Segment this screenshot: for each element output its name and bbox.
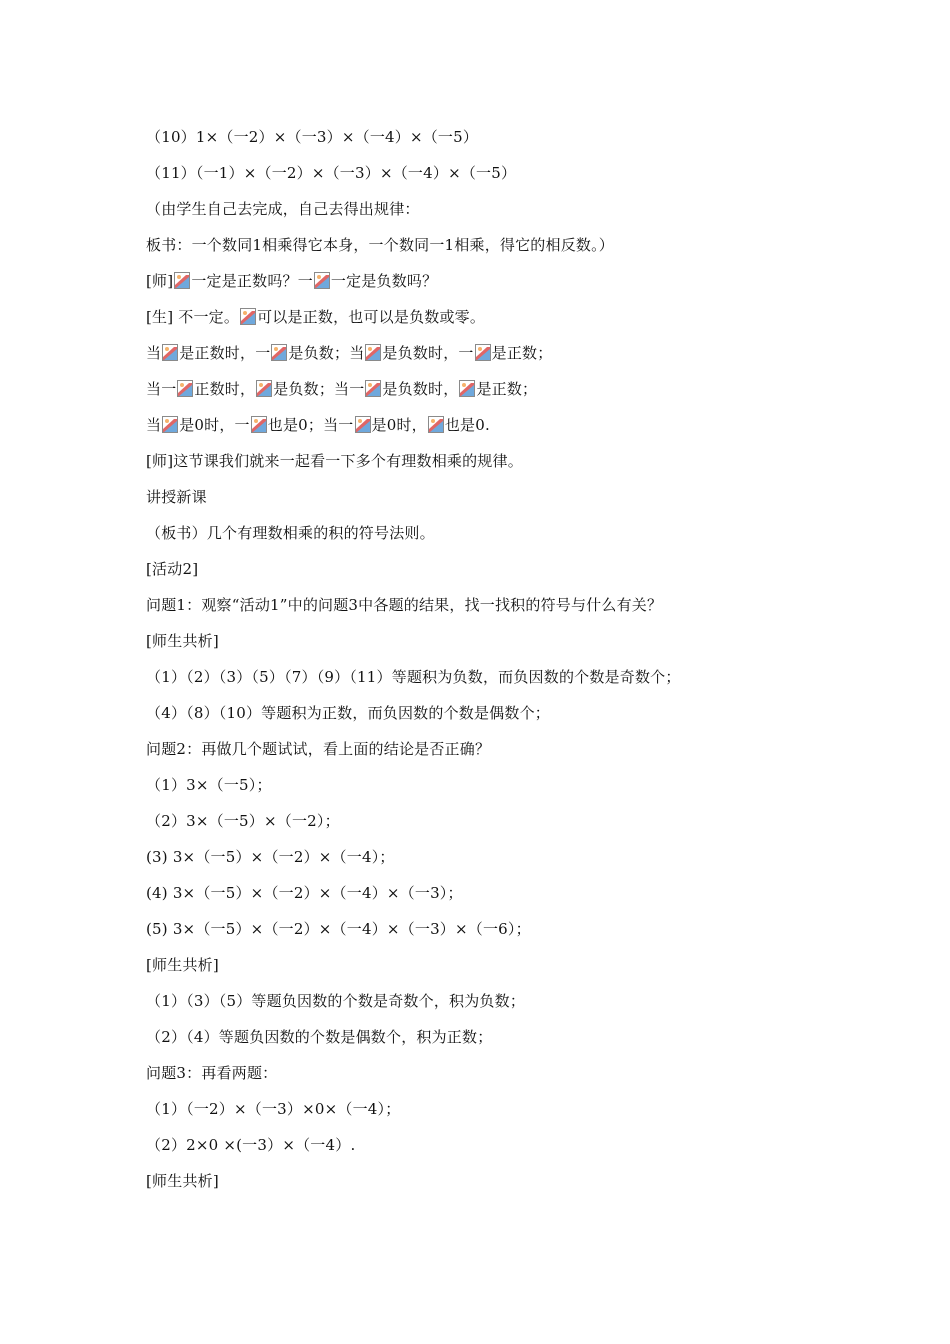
text-segment: 是负数；当一 [273, 380, 365, 398]
text-segment: （1）（一2）×（一3）×0×（一4）； [146, 1100, 401, 1118]
text-line [146, 1130, 826, 1166]
text-segment: 讲授新课 [146, 488, 207, 506]
text-segment: 是0时，一 [179, 416, 250, 434]
text-line [146, 1094, 826, 1130]
text-segment: [生] 不一定。 [146, 308, 240, 326]
formula-image-icon [251, 416, 267, 433]
formula-image-icon [459, 380, 475, 397]
text-segment: 当一 [146, 380, 177, 398]
text-segment: [师生共析] [146, 956, 219, 974]
text-line [146, 194, 826, 230]
formula-image-icon [240, 308, 256, 325]
text-line [146, 1058, 826, 1094]
text-segment: 当 [146, 344, 162, 362]
text-segment: （2）2×0 ×(一3）×（一4）. [146, 1136, 356, 1154]
text-line [146, 302, 826, 338]
text-line [146, 266, 826, 302]
text-line [146, 482, 826, 518]
text-segment: 是正数； [476, 380, 538, 398]
formula-image-icon [177, 380, 193, 397]
text-line [146, 410, 826, 446]
text-segment: （由学生自己去完成，自己去得出规律： [146, 200, 420, 218]
text-line [146, 554, 826, 590]
text-segment: [师] [146, 272, 174, 290]
text-segment: （板书）几个有理数相乘的积的符号法则。 [146, 524, 435, 542]
text-segment: （2）（4）等题负因数的个数是偶数个，积为正数； [146, 1028, 493, 1046]
text-line [146, 1166, 826, 1202]
formula-image-icon [428, 416, 444, 433]
formula-image-icon [271, 344, 287, 361]
text-segment: （1）3×（一5）； [146, 776, 272, 794]
text-segment: [活动2] [146, 560, 199, 578]
formula-image-icon [174, 272, 190, 289]
text-line [146, 734, 826, 770]
text-segment: 一定是正数吗？一 [191, 272, 313, 290]
text-segment: 是0时， [371, 416, 427, 434]
text-line [146, 590, 826, 626]
text-segment: 正数时， [194, 380, 256, 398]
text-line [146, 986, 826, 1022]
text-segment: 是正数； [491, 344, 553, 362]
text-segment: 一定是负数吗？ [330, 272, 438, 290]
text-line [146, 518, 826, 554]
text-segment: 是正数时，一 [179, 344, 271, 362]
text-line [146, 158, 826, 194]
text-line [146, 338, 826, 374]
text-line [146, 626, 826, 662]
text-segment: （1）（3）（5）等题负因数的个数是奇数个，积为负数； [146, 992, 526, 1010]
text-segment: (4) 3×（一5）×（一2）×（一4）×（一3）； [146, 884, 463, 902]
text-line [146, 842, 826, 878]
text-line [146, 914, 826, 950]
text-segment: [师]这节课我们就来一起看一下多个有理数相乘的规律。 [146, 452, 523, 470]
text-line [146, 662, 826, 698]
text-segment: 是负数；当 [288, 344, 365, 362]
text-segment: 问题3：再看两题： [146, 1064, 278, 1082]
text-segment: 问题1：观察“活动1”中的问题3中各题的结果，找一找积的符号与什么有关？ [146, 596, 663, 614]
text-segment: [师生共析] [146, 632, 219, 650]
text-line [146, 1022, 826, 1058]
formula-image-icon [162, 344, 178, 361]
text-line [146, 374, 826, 410]
document-page [146, 122, 826, 1202]
text-segment: (3) 3×（一5）×（一2）×（一4）； [146, 848, 395, 866]
text-segment: 问题2：再做几个题试试，看上面的结论是否正确？ [146, 740, 491, 758]
text-line [146, 446, 826, 482]
text-segment: （1）（2）（3）（5）（7）（9）（11）等题积为负数，而负因数的个数是奇数个； [146, 668, 681, 686]
text-segment: 板书：一个数同1相乘得它本身，一个数同一1相乘，得它的相反数。） [146, 236, 614, 254]
text-segment: 是负数时，一 [382, 344, 474, 362]
text-segment: 可以是正数，也可以是负数或零。 [257, 308, 486, 326]
text-line [146, 806, 826, 842]
text-line [146, 878, 826, 914]
text-segment: （11）（一1）×（一2）×（一3）×（一4）×（一5） [146, 164, 517, 182]
text-segment: 也是0；当一 [267, 416, 354, 434]
text-segment: (5) 3×（一5）×（一2）×（一4）×（一3）×（一6）； [146, 920, 531, 938]
formula-image-icon [162, 416, 178, 433]
formula-image-icon [256, 380, 272, 397]
text-line [146, 698, 826, 734]
formula-image-icon [314, 272, 330, 289]
text-segment: [师生共析] [146, 1172, 219, 1190]
formula-image-icon [365, 380, 381, 397]
text-segment: 是负数时， [382, 380, 459, 398]
text-segment: 当 [146, 416, 162, 434]
formula-image-icon [355, 416, 371, 433]
text-line [146, 230, 826, 266]
text-line [146, 122, 826, 158]
text-segment: （4）（8）（10）等题积为正数，而负因数的个数是偶数个； [146, 704, 550, 722]
text-line [146, 770, 826, 806]
formula-image-icon [365, 344, 381, 361]
text-line [146, 950, 826, 986]
formula-image-icon [475, 344, 491, 361]
text-segment: （10）1×（一2）×（一3）×（一4）×（一5） [146, 128, 479, 146]
text-segment: 也是0. [444, 416, 490, 434]
text-segment: （2）3×（一5）×（一2）； [146, 812, 340, 830]
